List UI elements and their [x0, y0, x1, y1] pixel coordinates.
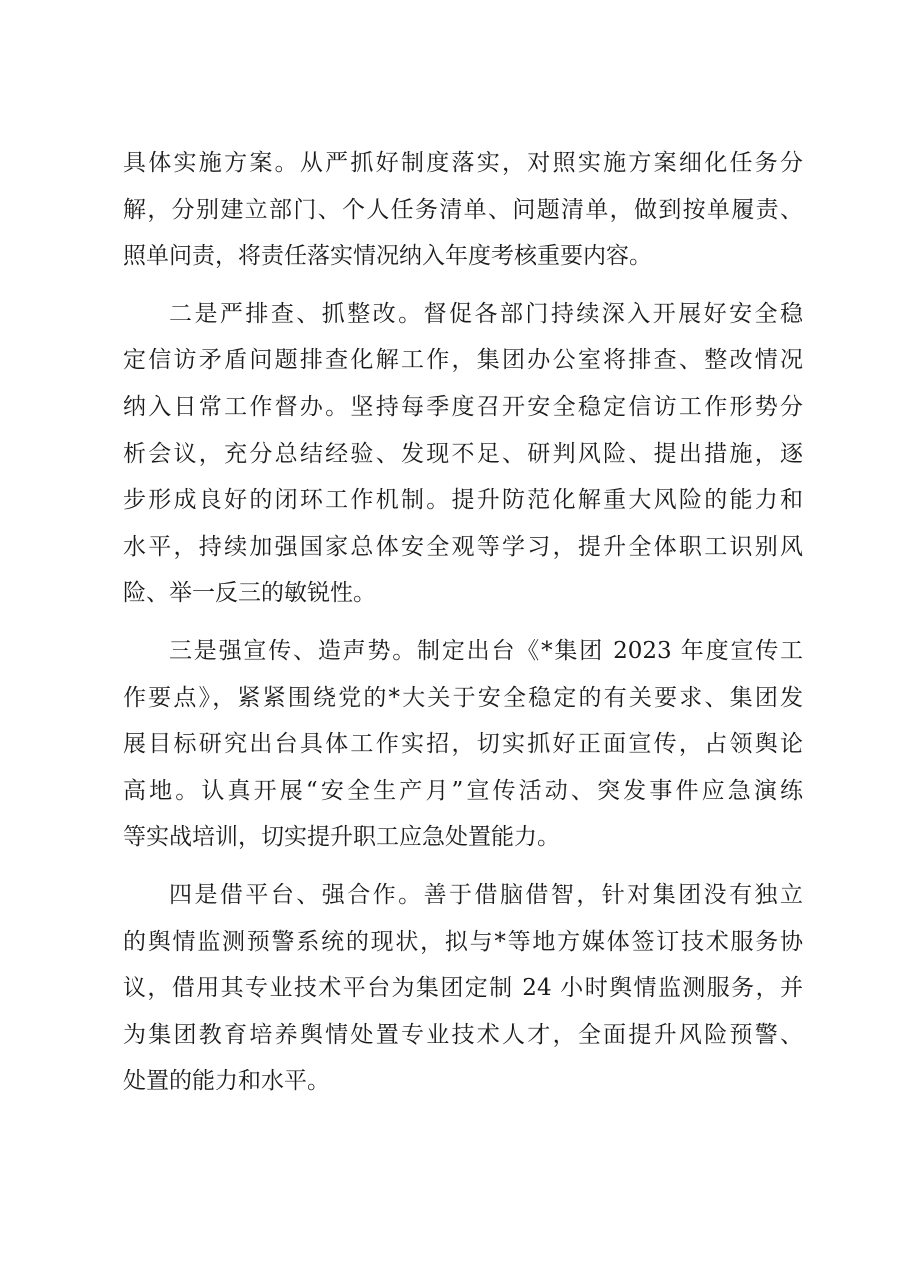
text-line: 二是严排查、抓整改。督促各部门持续深入开展好安全稳	[169, 300, 803, 327]
paragraph-gap	[123, 280, 803, 291]
text-line: 险、举一反三的敏锐性。	[123, 580, 376, 607]
document-body	[123, 140, 803, 1105]
paragraph-publicity	[123, 628, 803, 861]
text-line: 步形成良好的闭环工作机制。提升防范化解重大风险的能力和	[123, 487, 803, 514]
text-line: 四是借平台、强合作。善于借脑借智，针对集团没有独立	[169, 881, 803, 908]
text-line: 的舆情监测预警系统的现状，拟与*等地方媒体签订技术服务协	[123, 928, 803, 955]
text-line: 定信访矛盾问题排查化解工作，集团办公室将排查、整改情况	[123, 347, 803, 374]
paragraph-cooperation	[123, 872, 803, 1105]
text-line: 水平，持续加强国家总体安全观等学习，提升全体职工识别风	[123, 533, 803, 560]
text-line: 作要点》，紧紧围绕党的*大关于安全稳定的有关要求、集团发	[123, 684, 803, 711]
paragraph-implementation	[123, 140, 803, 280]
text-line: 解，分别建立部门、个人任务清单、问题清单，做到按单履责、	[123, 196, 803, 223]
text-line: 等实战培训，切实提升职工应急处置能力。	[123, 824, 560, 851]
text-line: 议，借用其专业技术平台为集团定制 24 小时舆情监测服务，并	[123, 975, 803, 1002]
text-line: 析会议，充分总结经验、发现不足、研判风险、提出措施，逐	[123, 440, 803, 467]
text-line: 三是强宣传、造声势。制定出台《*集团 2023 年度宣传工	[169, 637, 803, 664]
text-line: 展目标研究出台具体工作实招，切实抓好正面宣传，占领舆论	[123, 731, 803, 758]
text-line: 纳入日常工作督办。坚持每季度召开安全稳定信访工作形势分	[123, 393, 803, 420]
text-line: 具体实施方案。从严抓好制度落实，对照实施方案细化任务分	[123, 150, 803, 176]
text-line: 高地。认真开展“安全生产月”宣传活动、突发事件应急演练	[123, 777, 803, 804]
text-line: 为集团教育培养舆情处置专业技术人才，全面提升风险预警、	[123, 1021, 803, 1048]
paragraph-gap	[123, 617, 803, 628]
text-line: 照单问责，将责任落实情况纳入年度考核重要内容。	[123, 243, 652, 270]
paragraph-gap	[123, 861, 803, 872]
text-line: 处置的能力和水平。	[123, 1068, 330, 1095]
paragraph-investigation	[123, 291, 803, 617]
